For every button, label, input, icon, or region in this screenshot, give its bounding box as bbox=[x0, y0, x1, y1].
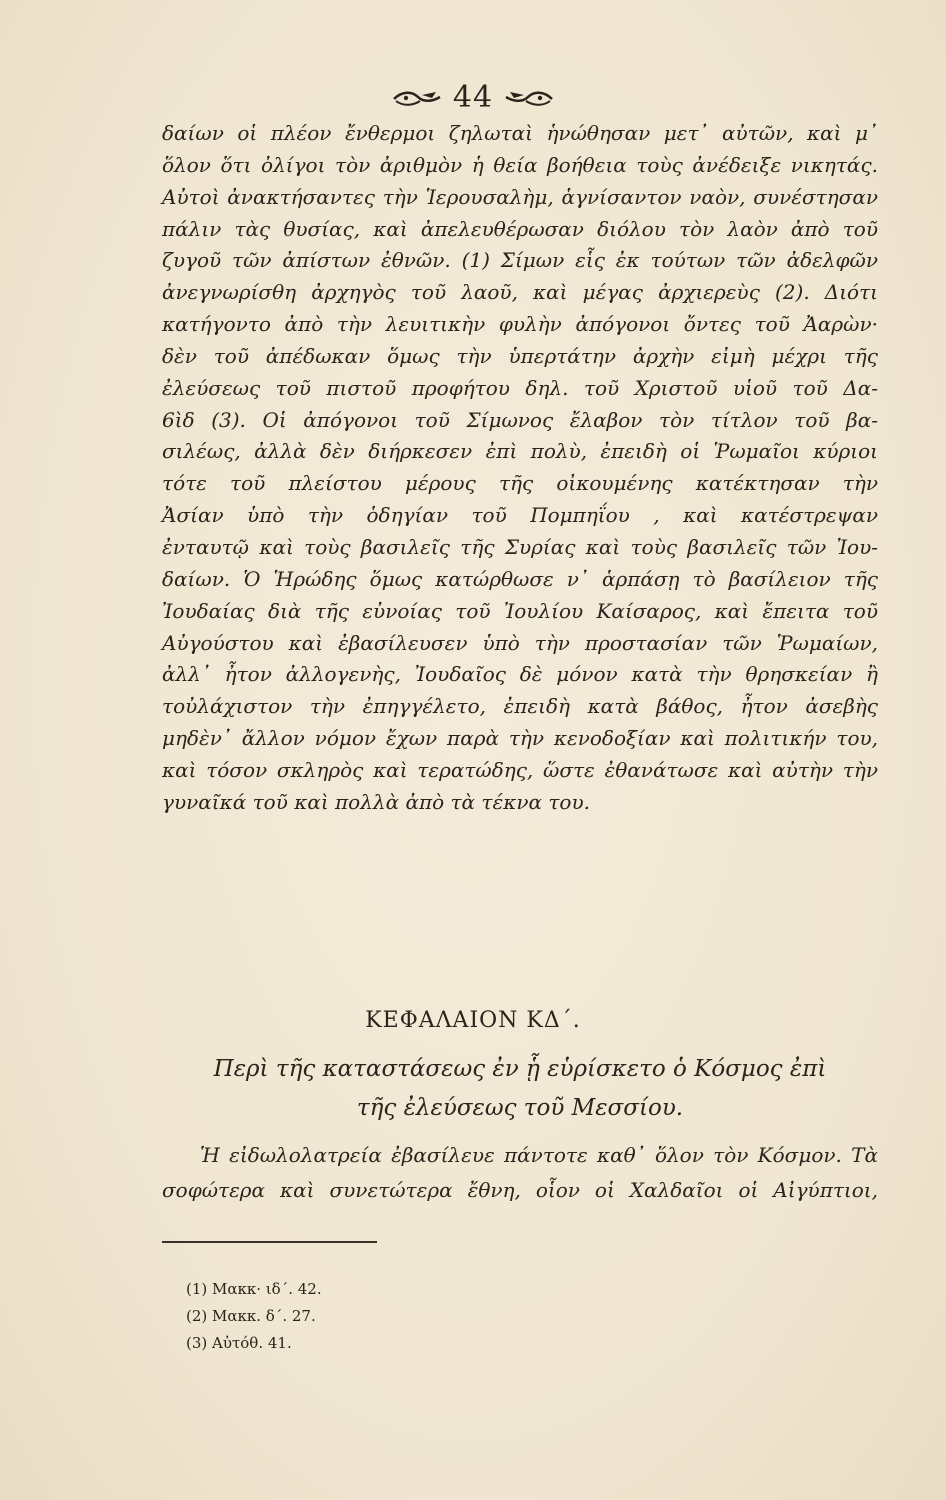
text-line: δὲν τοῦ ἀπέδωκαν ὅμως τὴν ὑπερτάτην ἀρχὴν εἰμὴ μέχρι τῆς bbox=[162, 343, 878, 368]
text-line: γυναῖκά τοῦ καὶ πολλὰ ἀπὸ τὰ τέκνα του. bbox=[162, 789, 590, 814]
text-line: ἐλεύσεως τοῦ πιστοῦ προφήτου δηλ. τοῦ Χριστοῦ υἱοῦ τοῦ Δα- bbox=[162, 375, 878, 400]
text-line: Ἡ εἰδωλολατρεία ἐβασίλευε πάντοτε καθ᾽ ὅλον τὸν Κόσμον. Τὰ bbox=[200, 1143, 878, 1167]
right-ornament-icon bbox=[504, 89, 554, 109]
text-line: κατήγοντο ἀπὸ τὴν λευιτικὴν φυλὴν ἀπόγονοι ὄντες τοῦ Ἀαρὼν· bbox=[162, 312, 878, 337]
text-line: σοφώτερα καὶ συνετώτερα ἔθνη, οἷον οἱ Χαλδαῖοι οἱ Αἰγύπτιοι, bbox=[162, 1178, 878, 1202]
text-line: ζυγοῦ τῶν ἀπίστων ἐθνῶν. (1) Σίμων εἷς ἐκ τούτων τῶν ἀδελφῶν bbox=[162, 248, 878, 273]
text-line: τοὐλάχιστον τὴν ἐπηγγέλετο, ἐπειδὴ κατὰ βάθος, ἦτον ἀσεβὴς bbox=[162, 694, 878, 719]
page-number: 44 bbox=[452, 80, 494, 115]
text-line: μηδὲν᾽ ἄλλον νόμον ἔχων παρὰ τὴν κενοδοξίαν καὶ πολιτικήν του, bbox=[162, 726, 878, 751]
chapter-subtitle-line-2: τῆς ἐλεύσεως τοῦ Μεσσίου. bbox=[356, 1095, 684, 1121]
text-line: ἀλλ᾽ ἦτον ἀλλογενὴς, Ἰουδαῖος δὲ μόνον κατὰ τὴν θρησκείαν ἢ bbox=[162, 662, 878, 687]
page-header bbox=[0, 78, 946, 118]
text-line: δαίων. Ὁ Ἡρώδης ὅμως κατώρθωσε ν᾽ ἁρπάσῃ τὸ βασίλειον τῆς bbox=[162, 566, 878, 591]
text-line: ὅλον ὅτι ὀλίγοι τὸν ἀριθμὸν ἡ θεία βοήθεια τοὺς ἀνέδειξε νικητάς. bbox=[162, 152, 878, 177]
text-line: Αὐγούστου καὶ ἐβασίλευσεν ὑπὸ τὴν προστασίαν τῶν Ῥωμαίων, bbox=[162, 630, 878, 655]
footnote: (1) Μακκ· ιδ΄. 42. bbox=[186, 1280, 322, 1298]
text-line: ἀνεγνωρίσθη ἀρχηγὸς τοῦ λαοῦ, καὶ μέγας ἀρχιερεὺς (2). Διότι bbox=[162, 280, 878, 305]
text-line: Αὐτοὶ ἀνακτήσαντες τὴν Ἱερουσαλὴμ, ἁγνίσαντον ναὸν, συνέστησαν bbox=[162, 184, 878, 209]
text-line: Ἀσίαν ὑπὸ τὴν ὁδηγίαν τοῦ Πομπηΐου , καὶ κατέστρεψαν bbox=[162, 503, 878, 528]
text-line: πάλιν τὰς θυσίας, καὶ ἀπελευθέρωσαν διόλου τὸν λαὸν ἀπὸ τοῦ bbox=[162, 216, 878, 241]
text-line: σιλέως, ἀλλὰ δὲν διήρκεσεν ἐπὶ πολὺ, ἐπειδὴ οἱ Ῥωμαῖοι κύριοι bbox=[162, 439, 878, 464]
chapter-heading: ΚΕΦΑΛΑΙΟΝ ΚΔ΄. bbox=[365, 1008, 581, 1033]
left-ornament-icon bbox=[392, 89, 442, 109]
chapter-paragraph bbox=[162, 1138, 878, 1208]
text-line: καὶ τόσον σκληρὸς καὶ τερατώδης, ὥστε ἐθανάτωσε καὶ αὐτὴν τὴν bbox=[162, 757, 878, 782]
text-line: τότε τοῦ πλείστου μέρους τῆς οἰκουμένης κατέκτησαν τὴν bbox=[162, 471, 878, 496]
text-line: ἐνταυτῷ καὶ τοὺς βασιλεῖς τῆς Συρίας καὶ τοὺς βασιλεῖς τῶν Ἰου- bbox=[162, 534, 878, 559]
main-paragraph bbox=[162, 118, 878, 819]
footnote: (3) Αὐτόθ. 41. bbox=[186, 1334, 292, 1352]
text-line: 6ὶδ (3). Οἱ ἀπόγονοι τοῦ Σίμωνος ἔλαβον τὸν τίτλον τοῦ βα- bbox=[162, 407, 878, 432]
text-line: δαίων οἱ πλέον ἔνθερμοι ζηλωταὶ ἡνώθησαν μετ᾽ αὐτῶν, καὶ μ᾽ bbox=[162, 121, 878, 145]
text-line: Ἰουδαίας διὰ τῆς εὐνοίας τοῦ Ἰουλίου Καίσαρος, καὶ ἔπειτα τοῦ bbox=[162, 598, 878, 623]
footnotes bbox=[186, 1276, 322, 1357]
chapter-subtitle-line-1: Περὶ τῆς καταστάσεως ἐν ᾗ εὑρίσκετο ὁ Κόσμος ἐπὶ bbox=[213, 1056, 827, 1082]
footnote: (2) Μακκ. δ΄. 27. bbox=[186, 1307, 316, 1325]
footnote-rule bbox=[162, 1241, 377, 1243]
